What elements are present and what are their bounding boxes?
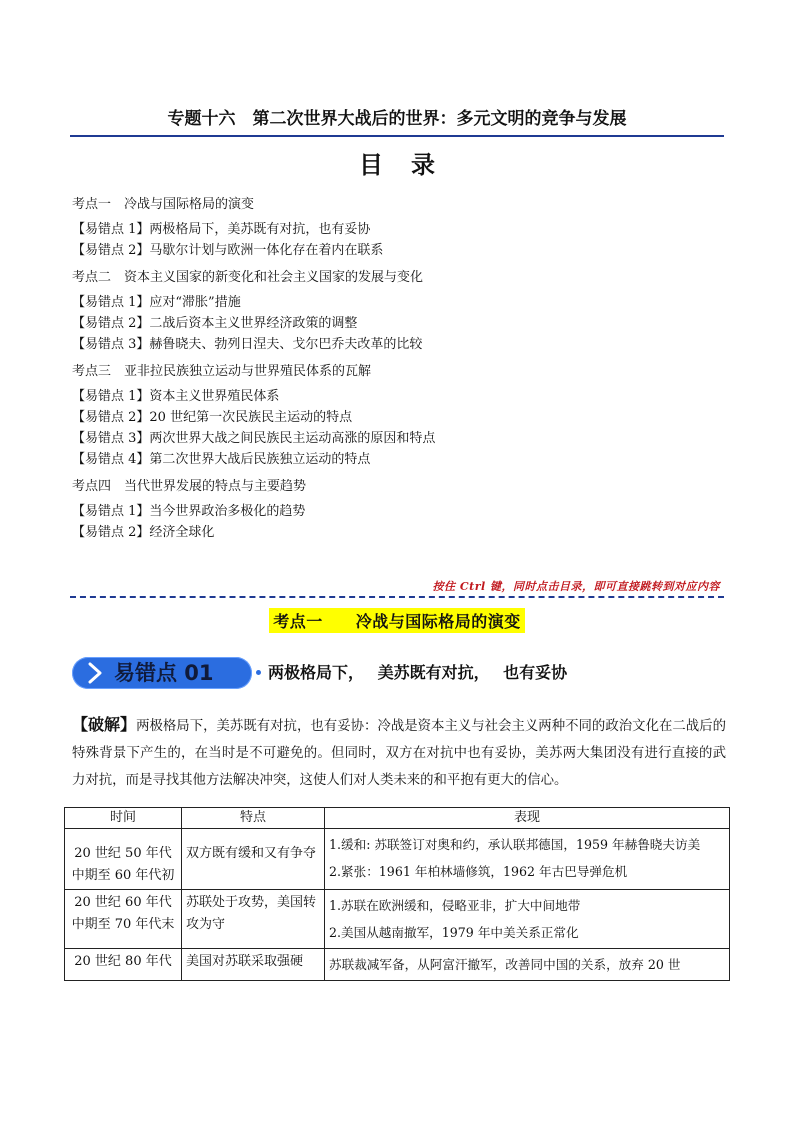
- analysis-text: 两极格局下，美苏既有对抗，也有妥协：冷战是资本主义与社会主义两种不同的政治文化在二战后的特殊背景下产生的，在当时是不可避免的。但同时，双方在对抗中也有妥协，美苏两大集团没有进行直接的武力对抗，而是寻找其他方法解决冲突，这使人们对人类未来的和平抱有更大的信心。: [72, 719, 726, 788]
- error-point-badge: [72, 655, 262, 691]
- section-banner: [0, 608, 794, 633]
- page-title: 专题十六 第二次世界大战后的世界：多元文明的竞争与发展: [167, 109, 627, 129]
- toc-item[interactable]: 【易错点 4】第二次世界大战后民族独立运动的特点: [72, 452, 371, 467]
- analysis-lead: 【破解】: [72, 715, 137, 734]
- toc-item[interactable]: 【易错点 1】资本主义世界殖民体系: [72, 389, 280, 404]
- toc-item[interactable]: 【易错点 3】两次世界大战之间民族民主运动高涨的原因和特点: [72, 431, 436, 446]
- table-of-contents: [72, 194, 732, 543]
- table-row: [65, 890, 730, 949]
- table-header-row: [65, 808, 730, 829]
- table-cell-time: 20 世纪 80 年代: [65, 949, 182, 981]
- cold-war-table: [64, 807, 730, 981]
- title-rule: [70, 135, 724, 137]
- toc-item[interactable]: 【易错点 1】应对“滞胀”措施: [72, 295, 241, 310]
- toc-item[interactable]: 【易错点 2】马歇尔计划与欧洲一体化存在着内在联系: [72, 243, 384, 258]
- table-cell-performance: [325, 949, 730, 981]
- toc-item[interactable]: 【易错点 1】当今世界政治多极化的趋势: [72, 504, 306, 519]
- badge-label: 易错点 01: [114, 661, 214, 685]
- toc-section-3[interactable]: 考点三 亚非拉民族独立运动与世界殖民体系的瓦解: [72, 364, 372, 379]
- toc-jump-note: 按住 Ctrl 键，同时点击目录，即可直接跳转到对应内容: [432, 580, 720, 593]
- table-row: [65, 829, 730, 890]
- toc-item[interactable]: 【易错点 2】20 世纪第一次民族民主运动的特点: [72, 410, 353, 425]
- toc-section-1[interactable]: 考点一 冷战与国际格局的演变: [72, 197, 255, 212]
- toc-item[interactable]: 【易错点 1】两极格局下，美苏既有对抗，也有妥协: [72, 222, 371, 237]
- table-header-feature: 特点: [182, 808, 325, 829]
- analysis-paragraph: [72, 711, 726, 794]
- section-banner-text: 考点一 冷战与国际格局的演变: [269, 608, 525, 633]
- toc-item[interactable]: 【易错点 3】赫鲁晓夫、勃列日涅夫、戈尔巴乔夫改革的比较: [72, 337, 423, 352]
- performance-line: 2.美国从越南撤军，1979 年中美关系正常化: [329, 925, 579, 940]
- table-cell-feature: 美国对苏联采取强硬: [182, 949, 325, 981]
- table-cell-feature: 苏联处于攻势，美国转攻为守: [182, 890, 325, 949]
- performance-line: 2.紧张：1961 年柏林墙修筑，1962 年古巴导弹危机: [329, 864, 628, 879]
- table-cell-time: 20 世纪 60 年代中期至 70 年代末: [65, 890, 182, 949]
- table-header-performance: 表现: [325, 808, 730, 829]
- performance-line: 苏联裁减军备，从阿富汗撤军，改善同中国的关系，放弃 20 世: [329, 957, 681, 972]
- performance-line: 1.苏联在欧洲缓和，侵略亚非，扩大中间地带: [329, 898, 581, 913]
- table-cell-performance: [325, 890, 730, 949]
- chevron-right-icon: [86, 662, 104, 684]
- badge-dot: [256, 670, 261, 675]
- toc-item[interactable]: 【易错点 2】经济全球化: [72, 525, 215, 540]
- table-cell-time: 20 世纪 50 年代中期至 60 年代初: [65, 829, 182, 890]
- section-divider: [70, 596, 724, 598]
- toc-item[interactable]: 【易错点 2】二战后资本主义世界经济政策的调整: [72, 316, 358, 331]
- table-cell-feature: 双方既有缓和又有争夺: [182, 829, 325, 890]
- table-header-time: 时间: [65, 808, 182, 829]
- toc-heading: 目录: [359, 150, 463, 179]
- table-cell-performance: [325, 829, 730, 890]
- toc-section-4[interactable]: 考点四 当代世界发展的特点与主要趋势: [72, 479, 307, 494]
- toc-section-2[interactable]: 考点二 资本主义国家的新变化和社会主义国家的发展与变化: [72, 270, 424, 285]
- table-row: [65, 949, 730, 981]
- error-point-title: 两极格局下， 美苏既有对抗， 也有妥协: [268, 663, 568, 682]
- performance-line: 1.缓和: 苏联签订对奥和约，承认联邦德国，1959 年赫鲁晓夫访美: [329, 837, 701, 852]
